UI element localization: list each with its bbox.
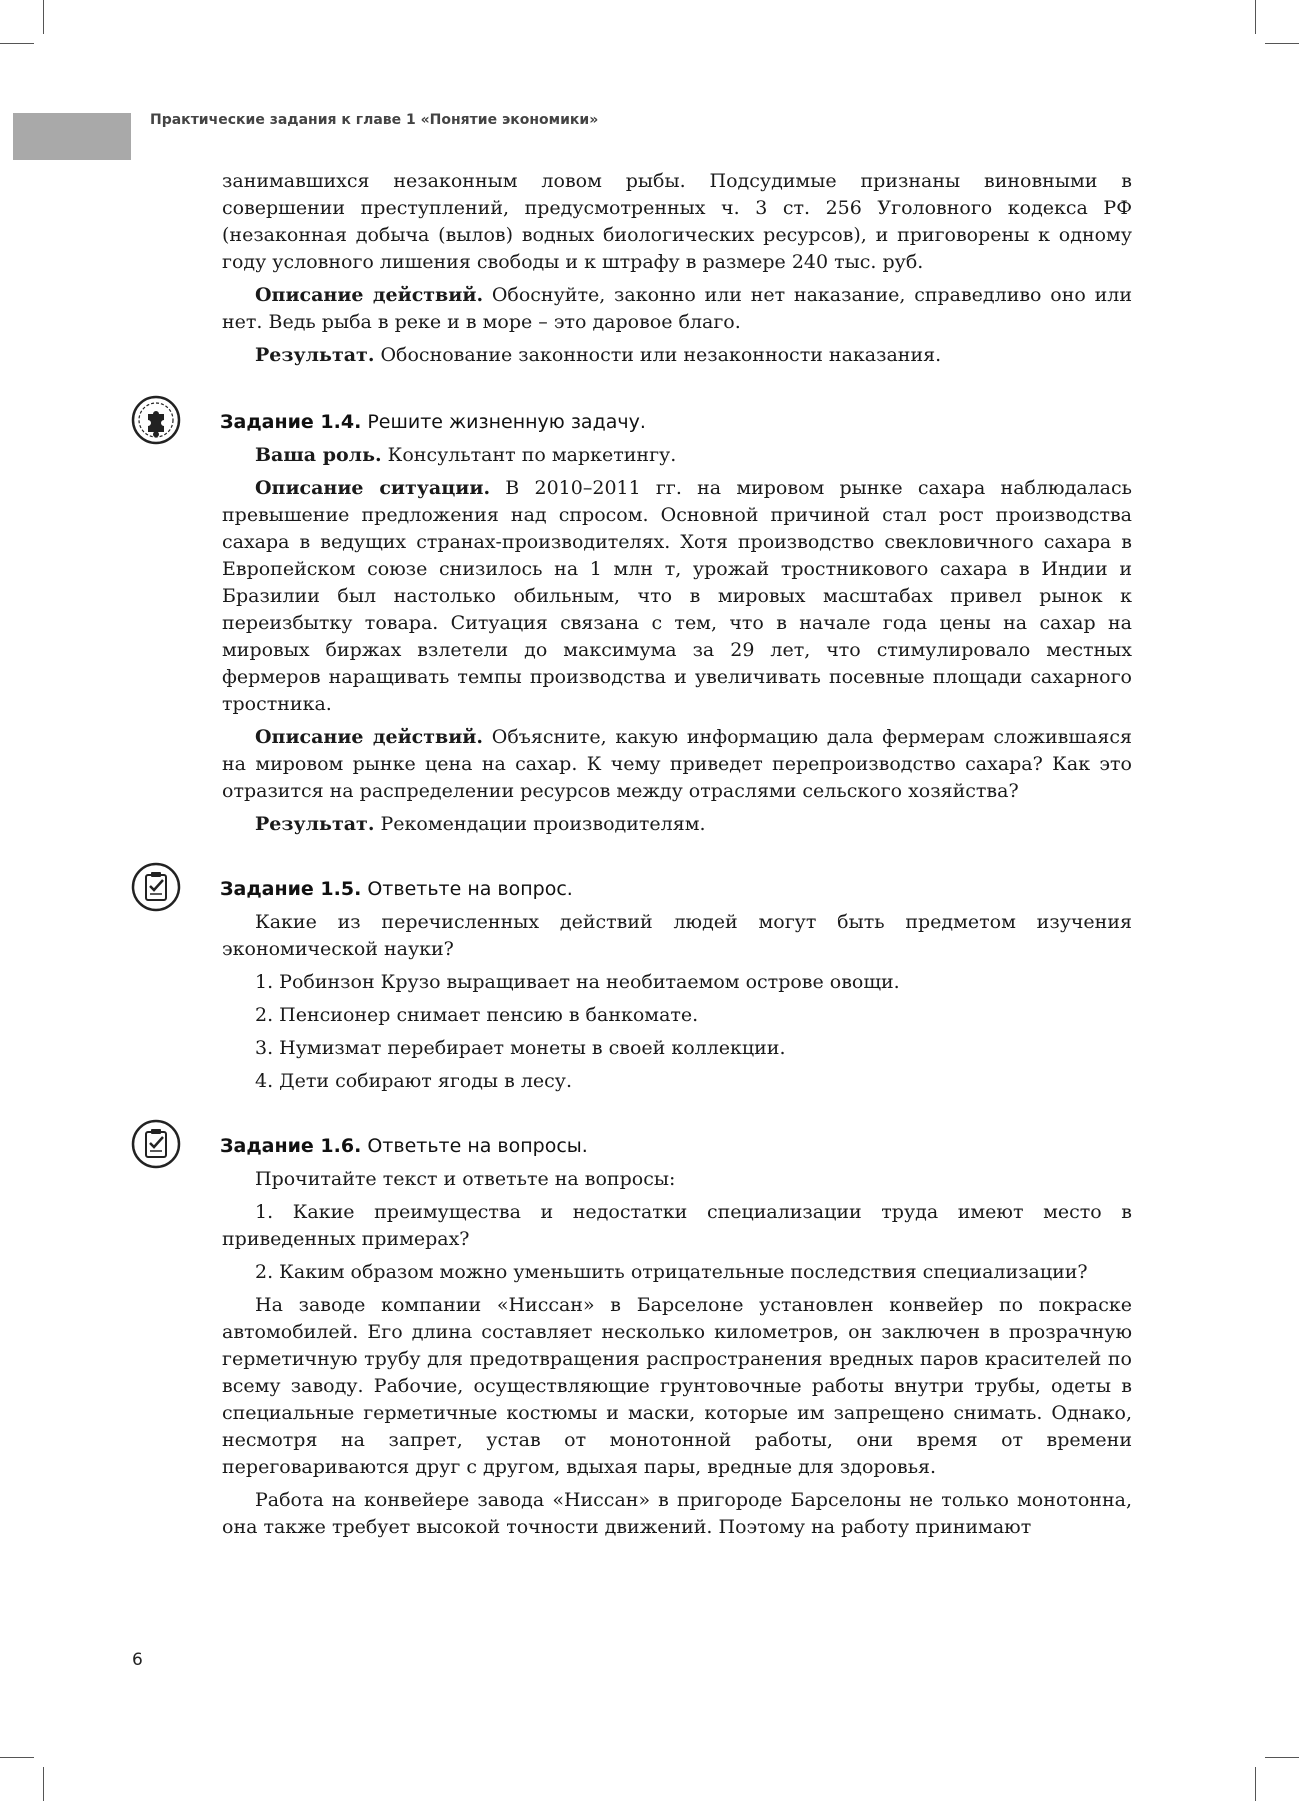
puzzle-icon: [131, 395, 181, 445]
crop-mark: [1255, 1767, 1256, 1801]
task-1-5: [222, 876, 1132, 1095]
clipboard-icon: [131, 862, 181, 912]
list-item: 2. Пенсионер снимает пенсию в банкомате.: [255, 1004, 699, 1026]
actions-label: Описание действий.: [255, 284, 484, 306]
intro-paragraph: занимавшихся незаконным ловом рыбы. Подсудимые признаны виновными в совершении преступлений, предусмотренных ч. 3 ст. 256 Уголовного кодекса РФ (незаконная добыча (вылов) водных биологических ресурсов), и приговорены к одному году условного лишения свободы и к штрафу в размере 240 тыс. руб.: [222, 170, 1132, 273]
task-heading: [220, 409, 1132, 436]
crop-mark: [1265, 1757, 1299, 1758]
task-1-4: [222, 409, 1132, 838]
crop-mark: [1255, 0, 1256, 34]
task-number: Задание 1.5.: [220, 878, 362, 900]
result-label: Результат.: [255, 344, 375, 366]
crop-mark: [0, 1757, 34, 1758]
role-paragraph: [222, 442, 1132, 469]
clipboard-icon: [131, 1119, 181, 1169]
task-number: Задание 1.4.: [220, 411, 362, 433]
task-title: Решите жизненную задачу.: [361, 411, 646, 433]
actions-paragraph: [222, 724, 1132, 805]
running-head: Практические задания к главе 1 «Понятие экономики»: [150, 112, 599, 128]
situation-text: В 2010–2011 гг. на мировом рынке сахара наблюдалась превышение предложения над спросом. Основной причиной стал рост производства сахара в ведущих странах-производителях. Хотя производство свекловичного сахара в Европейском союзе снизилось на 1 млн т, урожай тростникового сахара в Индии и Бразилии был настолько обильным, что в мировых масштабах привел рынок к переизбытку товара. Ситуация связана с тем, что в начале года цены на сахар на мировых биржах взлетели до максимума за 29 лет, что стимулировало местных фермеров наращивать темпы производства и увеличивать посевные площади сахарного тростника.: [222, 477, 1132, 715]
task-number: Задание 1.6.: [220, 1135, 362, 1157]
question-list: [222, 1199, 1132, 1286]
intro-actions: [222, 282, 1132, 336]
list-item: 2. Каким образом можно уменьшить отрицательные последствия специализации?: [255, 1261, 1088, 1283]
result-text: Рекомендации производителям.: [374, 813, 706, 835]
situation-label: Описание ситуации.: [255, 477, 491, 499]
list-item: 4. Дети собирают ягоды в лесу.: [255, 1070, 572, 1092]
body-paragraph: Работа на конвейере завода «Ниссан» в пригороде Барселоны не только монотонна, она также требует высокой точности движений. Поэтому на работу принимают: [222, 1489, 1132, 1538]
intro-result: [222, 342, 1132, 369]
intro-paragraph: Прочитайте текст и ответьте на вопросы:: [255, 1168, 676, 1190]
situation-paragraph: [222, 475, 1132, 718]
role-label: Ваша роль.: [255, 444, 382, 466]
result-label: Результат.: [255, 813, 375, 835]
answer-list: [222, 969, 1132, 1095]
page-content: [222, 168, 1132, 1541]
question-paragraph: Какие из перечисленных действий людей могут быть предметом изучения экономической науки?: [222, 911, 1132, 960]
list-item: 3. Нумизмат перебирает монеты в своей коллекции.: [255, 1037, 786, 1059]
role-text: Консультант по маркетингу.: [381, 444, 677, 466]
list-item: 1. Робинзон Крузо выращивает на необитаемом острове овощи.: [255, 971, 900, 993]
task-title: Ответьте на вопрос.: [361, 878, 573, 900]
crop-mark: [43, 1767, 44, 1801]
task-heading: [220, 876, 1132, 903]
actions-text: Обоснуйте, законно или нет наказание, справедливо оно или нет. Ведь рыба в реке и в море – это даровое благо.: [222, 284, 1132, 333]
task-heading: [220, 1133, 1132, 1160]
result-text: Обоснование законности или незаконности наказания.: [374, 344, 942, 366]
crop-mark: [43, 0, 44, 34]
crop-mark: [1265, 43, 1299, 44]
result-paragraph: [222, 811, 1132, 838]
header-tab: [13, 113, 131, 160]
list-item: 1. Какие преимущества и недостатки специализации труда имеют место в приведенных примерах?: [222, 1201, 1132, 1250]
actions-label: Описание действий.: [255, 726, 484, 748]
actions-text: Объясните, какую информацию дала фермерам сложившаяся на мировом рынке цена на сахар. К чему приведет перепроизводство сахара? Как это отразится на распределении ресурсов между отраслями сельского хозяйства?: [222, 726, 1132, 802]
crop-mark: [0, 43, 34, 44]
body-paragraph: На заводе компании «Ниссан» в Барселоне установлен конвейер по покраске автомобилей. Его длина составляет несколько километров, он заключен в прозрачную герметичную трубу для предотвращения распространения вредных паров красителей по всему заводу. Рабочие, осуществляющие грунтовочные работы внутри трубы, одеты в специальные герметичные костюмы и маски, которые им запрещено снимать. Однако, несмотря на запрет, устав от монотонной работы, они время от времени переговариваются друг с другом, вдыхая пары, вредные для здоровья.: [222, 1294, 1132, 1478]
task-title: Ответьте на вопросы.: [361, 1135, 588, 1157]
task-1-6: [222, 1133, 1132, 1541]
page-number: 6: [132, 1650, 143, 1670]
